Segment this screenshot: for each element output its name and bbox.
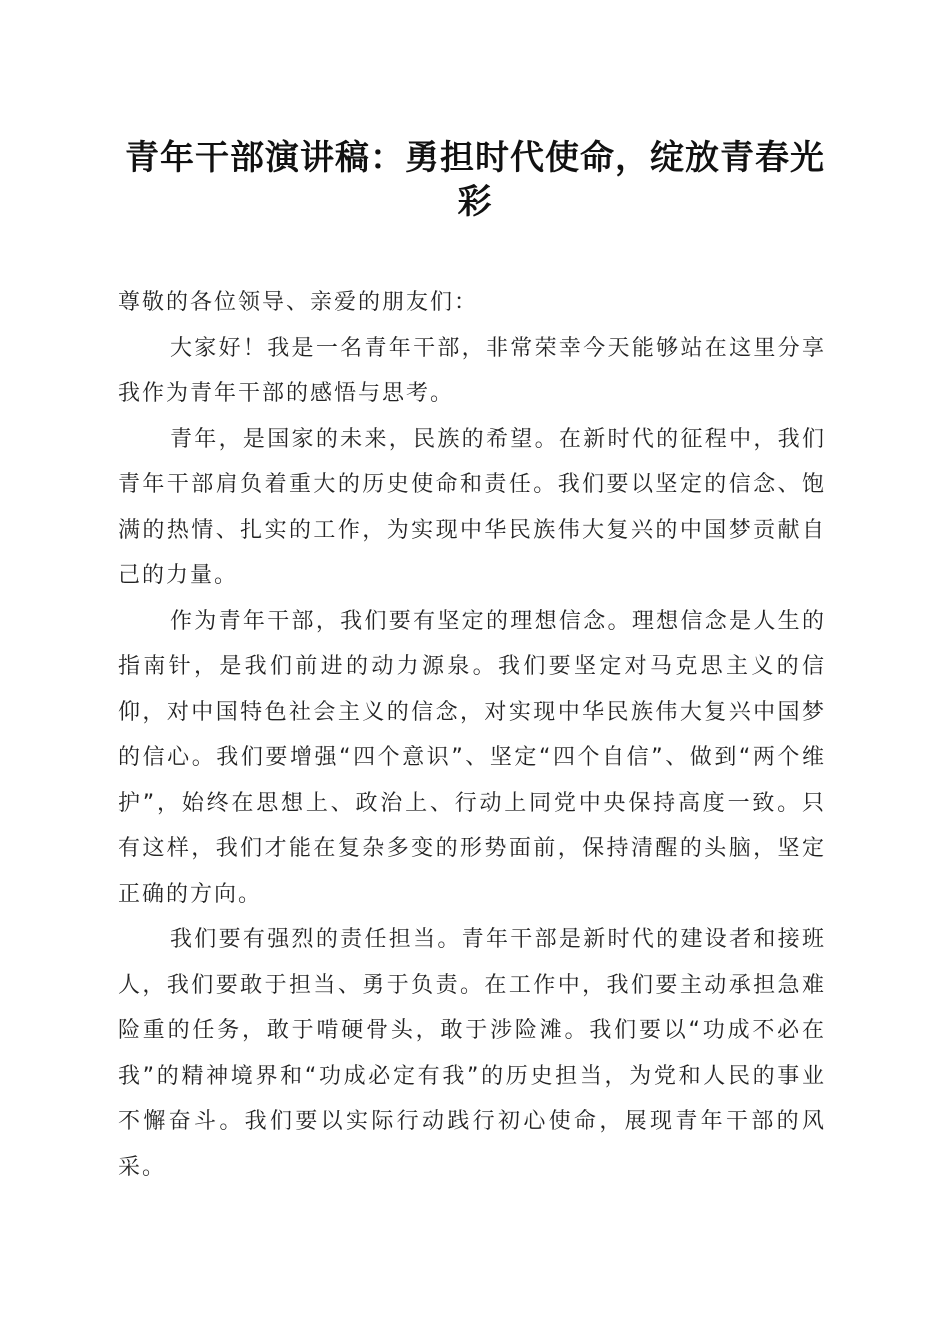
paragraph: 作为青年干部，我们要有坚定的理想信念。理想信念是人生的指南针，是我们前进的动力源泉。我们要坚定对马克思主义的信仰，对中国特色社会主义的信念，对实现中华民族伟大复兴中国梦的信心。我们要增强“四个意识”、坚定“四个自信”、做到“两个维护”，始终在思想上、政治上、行动上同党中央保持高度一致。只有这样，我们才能在复杂多变的形势面前，保持清醒的头脑，坚定正确的方向。 (118, 608, 826, 907)
paragraph: 大家好！我是一名青年干部，非常荣幸今天能够站在这里分享我作为青年干部的感悟与思考。 (118, 335, 826, 406)
paragraph: 我们要有强烈的责任担当。青年干部是新时代的建设者和接班人，我们要敢于担当、勇于负责。在工作中，我们要主动承担急难险重的任务，敢于啃硬骨头，敢于涉险滩。我们要以“功成不必在我”的精神境界和“功成必定有我”的历史担当，为党和人民的事业不懈奋斗。我们要以实际行动践行初心使命，展现青年干部的风采。 (118, 927, 826, 1180)
salutation: 尊敬的各位领导、亲爱的朋友们： (118, 290, 479, 315)
document-body (118, 280, 826, 1190)
document-title: 青年干部演讲稿：勇担时代使命，绽放青春光彩 (125, 138, 825, 222)
paragraph: 青年，是国家的未来，民族的希望。在新时代的征程中，我们青年干部肩负着重大的历史使命和责任。我们要以坚定的信念、饱满的热情、扎实的工作，为实现中华民族伟大复兴的中国梦贡献自己的力量。 (118, 426, 826, 588)
